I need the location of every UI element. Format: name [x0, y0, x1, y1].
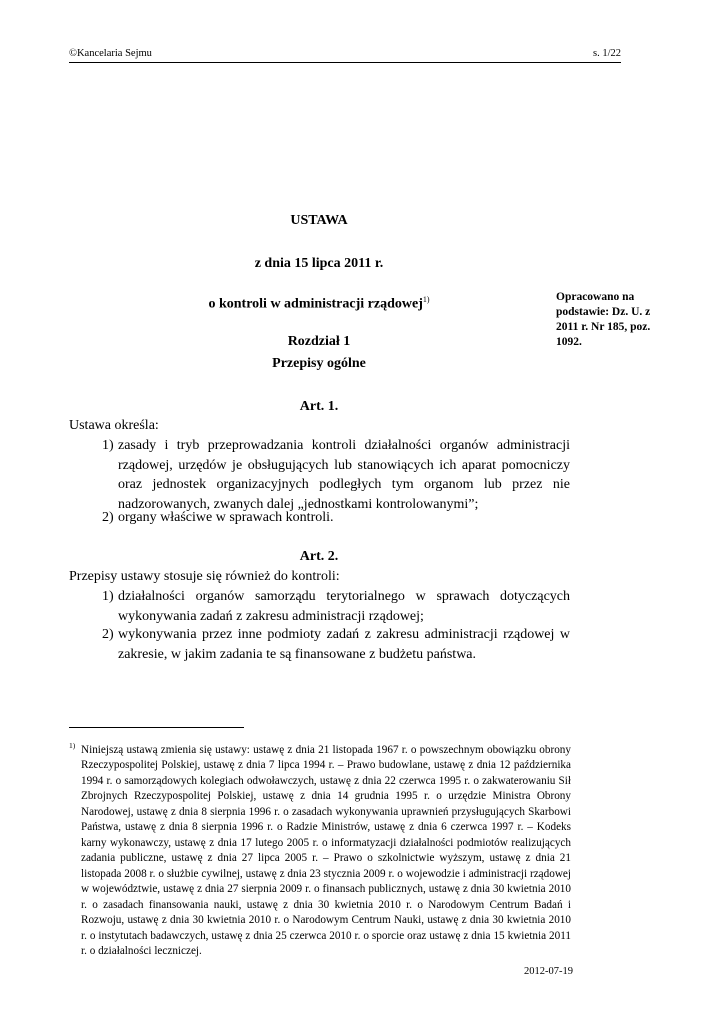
page-header	[69, 48, 621, 63]
header-publisher: ©Kancelaria Sejmu	[69, 48, 152, 59]
footnote-separator	[69, 727, 244, 728]
art2-item-1-text: działalności organów samorządu terytorialnego w sprawach dotyczących wykonywania zadań z zakresu administracji rządowej;	[118, 589, 570, 624]
art2-item-1	[102, 587, 570, 626]
chapter-number: Rozdział 1	[287, 334, 351, 349]
act-type: USTAWA	[290, 213, 348, 228]
art1-heading: Art. 1.	[299, 399, 339, 414]
footnote	[69, 738, 571, 960]
art2-intro: Przepisy ustawy stosuje się również do kontroli:	[69, 569, 340, 584]
act-subject-text: o kontroli w administracji rządowej	[208, 296, 423, 312]
art1-item-1-text: zasady i tryb przeprowadzania kontroli działalności organów administracji rządowej, urzędów je obsługujących lub stanowiących ich aparat pomocniczy oraz jednostek organizacyjnych podległych tym organom lub przez nie nadzorowanych, zwanych dalej „jednostkami kontrolowanymi”;	[118, 438, 570, 512]
chapter-title: Przepisy ogólne	[272, 356, 366, 371]
art1-item-1	[102, 436, 570, 514]
act-subject	[69, 295, 569, 313]
art1-intro: Ustawa określa:	[69, 418, 159, 433]
art2-item-2-number: 2)	[102, 627, 114, 642]
art1-item-1-number: 1)	[102, 438, 114, 453]
art1-item-2	[102, 508, 570, 528]
footnote-marker: 1)	[69, 741, 76, 750]
art1-item-2-text: organy właściwe w sprawach kontroli.	[118, 510, 334, 525]
art2-item-1-number: 1)	[102, 589, 114, 604]
art2-heading: Art. 2.	[299, 549, 339, 564]
art2-item-2-text: wykonywania przez inne podmioty zadań z zakresu administracji rządowej w zakresie, w jakim zadania te są finansowane z budżetu państwa.	[118, 627, 570, 662]
art2-item-2	[102, 625, 570, 664]
act-date: z dnia 15 lipca 2011 r.	[254, 256, 384, 271]
art1-item-2-number: 2)	[102, 510, 114, 525]
footer-date: 2012-07-19	[524, 966, 573, 977]
source-note: Opracowano na podstawie: Dz. U. z 2011 r. Nr 185, poz. 1092.	[556, 291, 651, 348]
footnote-text: Niniejszą ustawą zmienia się ustawy: ustawę z dnia 21 listopada 1967 r. o powszechnym obowiązku obrony Rzeczypospolitej Polskiej, ustawę z dnia 7 lipca 1994 r. – Prawo budowlane, ustawę z dnia 12 października 1994 r. o samorządowych kolegiach odwoławczych, ustawę z dnia 22 czerwca 1995 r. o zakwaterowaniu Sił Zbrojnych Rzeczypospolitej Polskiej, ustawę z dnia 14 grudnia 1995 r. o urzędzie Ministra Obrony Narodowej, ustawę z dnia 8 sierpnia 1996 r. o zasadach wykonywania uprawnień przysługujących Skarbowi Państwa, ustawę z dnia 8 sierpnia 1996 r. o Radzie Ministrów, ustawę z dnia 6 czerwca 1997 r. – Kodeks karny wykonawczy, ustawę z dnia 17 lutego 2005 r. o informatyzacji działalności podmiotów realizujących zadania publiczne, ustawę z dnia 27 lipca 2005 r. – Prawo o szkolnictwie wyższym, ustawę z dnia 21 listopada 2008 r. o służbie cywilnej, ustawę z dnia 23 stycznia 2009 r. o wojewodzie i administracji rządowej w województwie, ustawę z dnia 27 sierpnia 2009 r. o finansach publicznych, ustawę z dnia 30 kwietnia 2010 r. o zasadach finansowania nauki, ustawę z dnia 30 kwietnia 2010 r. o Narodowym Centrum Badań i Rozwoju, ustawę z dnia 30 kwietnia 2010 r. o Narodowym Centrum Nauki, ustawę z dnia 30 kwietnia 2010 r. o instytutach badawczych, ustawę z dnia 25 czerwca 2010 r. o sporcie oraz ustawę z dnia 15 kwietnia 2011 r. o działalności leczniczej.	[81, 743, 571, 958]
act-subject-footnote-ref[interactable]: 1)	[422, 295, 430, 304]
header-page-number: s. 1/22	[592, 48, 621, 59]
